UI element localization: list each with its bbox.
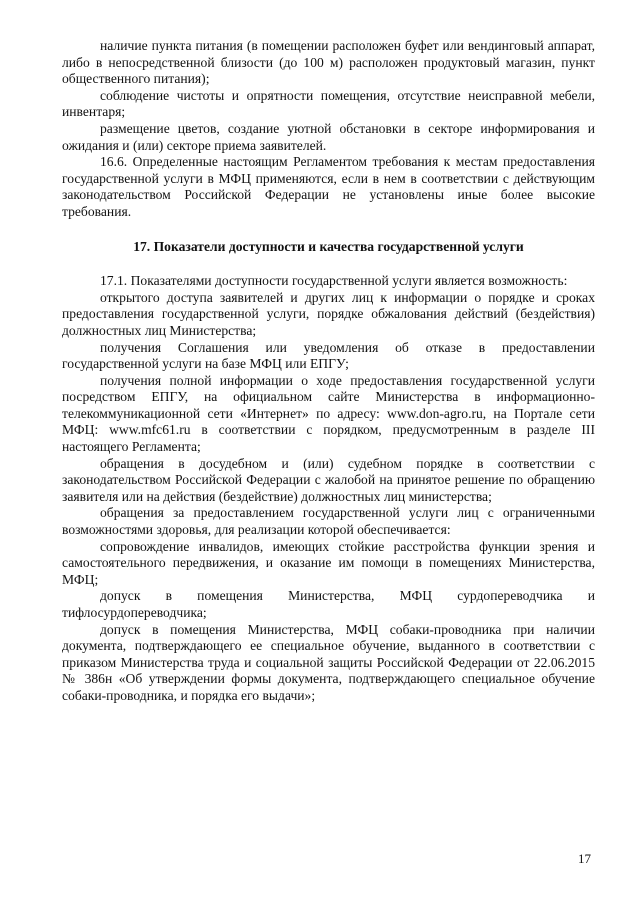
- paragraph-guide-dog: допуск в помещения Министерства, МФЦ собаки-проводника при наличии документа, подтверждающего ее специальное обучение, выданного в соответствии с приказом Министерства труда и социальной защиты Российской Федерации от 22.06.2015 № 386н «Об утверждении формы документа, подтверждающего специальное обучение собаки-проводника, и порядка его выдачи»;: [62, 621, 595, 703]
- paragraph-open-access: открытого доступа заявителей и других лиц к информации о порядке и сроках предоставления государственной услуги, порядке обжалования действий (бездействия) должностных лиц Министерства;: [62, 289, 595, 338]
- paragraph-disabled-access: обращения за предоставлением государственной услуги лиц с ограниченными возможностями здоровья, для реализации которой обеспечивается:: [62, 505, 595, 538]
- paragraph-agreement: получения Соглашения или уведомления об отказе в предоставлении государственной услуги на базе МФЦ или ЕПГУ;: [62, 339, 595, 372]
- paragraph-food-point: наличие пункта питания (в помещении расположен буфет или вендинговый аппарат, либо в непосредственной близости (до 100 м) расположен продуктовый магазин, пункт общественного питания);: [62, 38, 595, 87]
- paragraph-flowers: размещение цветов, создание уютной обстановки в секторе информирования и ожидания и (или) секторе приема заявителей.: [62, 120, 595, 153]
- paragraph-escort: сопровождение инвалидов, имеющих стойкие расстройства функции зрения и самостоятельного передвижения, и оказание им помощи в помещениях Министерства, МФЦ;: [62, 538, 595, 587]
- document-page: [62, 38, 595, 705]
- page-number: 17: [578, 851, 591, 866]
- paragraph-full-info: получения полной информации о ходе предоставления государственной услуги посредством ЕПГУ, на официальном сайте Министерства в информационно-телекоммуникационной сети «Интернет» по адресу: www.don-agro.ru, на Портале сети МФЦ: www.mfc61.ru в соответствии с порядком, предусмотренным в разделе III настоящего Регламента;: [62, 372, 595, 455]
- paragraph-cleanliness: соблюдение чистоты и опрятности помещения, отсутствие неисправной мебели, инвентаря;: [62, 87, 595, 120]
- section-heading: 17. Показатели доступности и качества государственной услуги: [133, 238, 524, 254]
- paragraph-16-6: 16.6. Определенные настоящим Регламентом требования к местам предоставления государственной услуги в МФЦ применяются, если в нем в соответствии с действующим законодательством Российской Федерации не установлены иные более высокие требования.: [62, 154, 595, 219]
- paragraph-sign-interpreter: допуск в помещения Министерства, МФЦ сурдопереводчика и тифлосурдопереводчика;: [62, 588, 595, 620]
- paragraph-17-1: 17.1. Показателями доступности государственной услуги является возможность:: [100, 273, 568, 289]
- paragraph-appeal: обращения в досудебном и (или) судебном порядке в соответствии с законодательством Российской Федерации с жалобой на принятое решение по обращению заявителя или на действия (бездействие) должностных лиц министерства;: [62, 455, 595, 504]
